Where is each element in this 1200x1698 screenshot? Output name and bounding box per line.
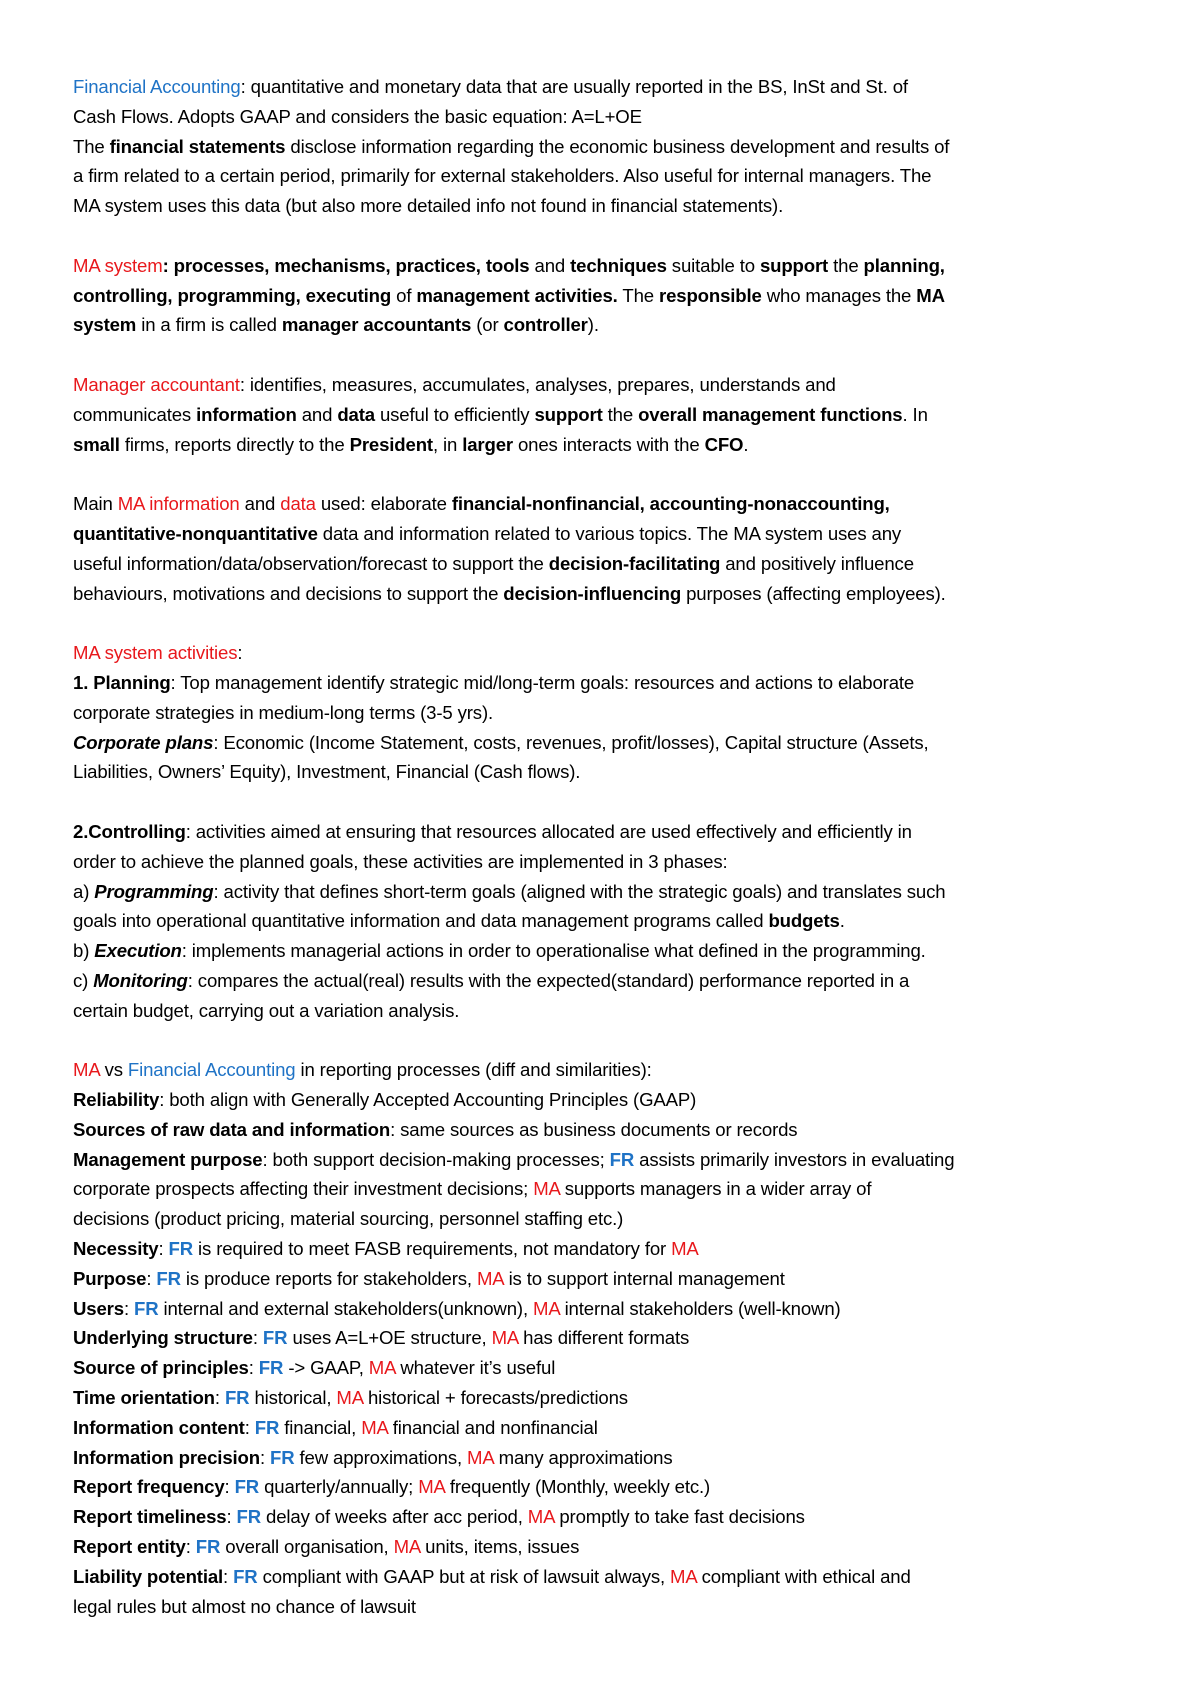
text-run: Liability potential — [73, 1565, 224, 1587]
text-run: has different formats — [518, 1327, 690, 1349]
text-run: ones interacts with the — [512, 433, 705, 455]
text-run: MA — [916, 284, 945, 306]
text-line — [73, 877, 1183, 907]
text-run: Financial Accounting — [73, 76, 241, 97]
text-run: Report timeliness — [73, 1506, 227, 1528]
text-run: compliant with ethical and — [696, 1565, 911, 1587]
text-run: who manages the — [761, 284, 917, 306]
text-run: (or — [471, 314, 504, 336]
text-run: overall organisation, — [220, 1536, 394, 1558]
text-run: manager accountants — [281, 314, 472, 336]
text-line — [73, 281, 1183, 311]
text-run: : — [146, 1267, 157, 1289]
text-run: Report entity — [73, 1536, 186, 1558]
text-run: order to achieve the planned goals, these activities are implemented in 3 phases: — [73, 850, 728, 872]
text-run: Financial Accounting — [127, 1059, 296, 1081]
text-run: FR — [262, 1327, 288, 1349]
text-run: MA — [361, 1416, 388, 1438]
text-line — [73, 966, 1183, 996]
text-run: Users — [73, 1297, 124, 1319]
text-run: controlling, programming, executing — [73, 284, 392, 306]
text-run: : same sources as business documents or records — [390, 1118, 798, 1140]
text-run: disclose information regarding the economic business development and results of — [285, 135, 950, 157]
text-run: Necessity — [73, 1238, 159, 1260]
text-run: the — [828, 254, 864, 276]
text-run: MA — [670, 1565, 697, 1587]
text-run: FR — [236, 1506, 262, 1528]
text-run: MA information — [117, 493, 240, 515]
text-line — [73, 191, 1183, 221]
text-line — [73, 579, 1183, 609]
text-run: delay of weeks after acc period, — [261, 1506, 528, 1528]
text-run: useful to efficiently — [374, 403, 535, 425]
text-run: Source of principles — [73, 1357, 249, 1379]
text-run: is required to meet FASB requirements, not mandatory for — [193, 1238, 672, 1260]
text-run: data and information related to various topics. The MA system uses any — [317, 522, 902, 544]
text-run: : both align with Generally Accepted Accounting Principles (GAAP) — [159, 1089, 697, 1111]
text-run: Information content — [73, 1416, 245, 1438]
text-run: data — [337, 403, 375, 425]
text-run: Liabilities, Owners’ Equity), Investment, Financial (Cash flows). — [73, 761, 581, 783]
text-run: MA — [467, 1446, 494, 1468]
text-run: larger — [462, 433, 513, 455]
paragraph-spacer — [73, 608, 1183, 638]
text-run: system — [73, 314, 137, 336]
text-line — [73, 906, 1183, 936]
text-run: small — [73, 433, 120, 455]
text-run: Monitoring — [93, 969, 188, 991]
text-run: Management purpose — [73, 1148, 263, 1170]
text-run: Cash Flows. Adopts GAAP and considers the basic equation: A=L+OE — [73, 105, 642, 127]
text-run: MA — [491, 1327, 519, 1349]
text-run: FR — [233, 1565, 258, 1587]
text-line — [73, 698, 1183, 728]
text-run: : both support decision-making processes; — [262, 1148, 610, 1170]
text-run: FR — [168, 1238, 194, 1260]
text-line — [73, 1174, 1183, 1204]
text-run: Information precision — [73, 1446, 260, 1468]
text-line — [73, 1443, 1183, 1473]
text-run: and — [296, 403, 338, 425]
text-run: : — [252, 1327, 263, 1349]
text-run: the — [602, 403, 639, 425]
text-run: : — [226, 1506, 237, 1528]
text-run: MA — [527, 1506, 555, 1528]
text-run: c) — [73, 969, 94, 991]
text-line — [73, 1413, 1183, 1443]
text-run: The — [617, 284, 659, 306]
text-line — [73, 1532, 1183, 1562]
text-line — [73, 728, 1183, 758]
text-run: support — [534, 403, 603, 425]
text-run: Main — [73, 493, 118, 515]
text-run: MA system activities — [73, 642, 238, 664]
text-run: MA — [393, 1536, 421, 1558]
text-run: in reporting processes (diff and similarities): — [295, 1059, 652, 1081]
text-run: a) — [73, 880, 95, 902]
text-line — [73, 1472, 1183, 1502]
text-line — [73, 102, 1183, 132]
text-run: Time orientation — [73, 1387, 215, 1409]
ma-system-section — [73, 251, 1183, 340]
text-run: internal and external stakeholders(unknown), — [158, 1297, 533, 1319]
text-run: Underlying structure — [73, 1327, 253, 1349]
paragraph-spacer — [73, 340, 1183, 370]
text-run: . In — [902, 403, 928, 425]
text-run: : — [248, 1357, 259, 1379]
text-run: in a firm is called — [136, 314, 282, 336]
text-run: controller — [503, 314, 588, 336]
text-run: suitable to — [666, 254, 760, 276]
text-line — [73, 489, 1183, 519]
text-run: historical, — [249, 1387, 337, 1409]
text-run: : — [223, 1565, 234, 1587]
text-line — [73, 132, 1183, 162]
text-run: many approximations — [493, 1446, 673, 1468]
text-run: responsible — [658, 284, 762, 306]
text-run: overall management functions — [638, 403, 903, 425]
text-line — [73, 1234, 1183, 1264]
text-run: techniques — [570, 254, 667, 276]
text-run: President — [349, 433, 433, 455]
text-run: Corporate plans — [73, 731, 214, 753]
text-run: Reliability — [73, 1089, 160, 1111]
text-run: quantitative-nonquantitative — [73, 522, 318, 544]
text-run: Execution — [94, 940, 182, 962]
text-run: Purpose — [73, 1267, 147, 1289]
text-run: Programming — [94, 880, 214, 902]
text-run: : implements managerial actions in order to operationalise what defined in the programming. — [181, 940, 926, 962]
text-run: FR — [269, 1446, 295, 1468]
text-run: financial, — [279, 1416, 362, 1438]
text-run: MA system uses this data (but also more detailed info not found in financial statements). — [73, 195, 784, 217]
text-run: uses A=L+OE structure, — [287, 1327, 492, 1349]
text-run: MA — [476, 1267, 504, 1289]
text-run: Manager accountant — [73, 373, 240, 395]
text-line — [73, 1145, 1183, 1175]
text-run: Report frequency — [73, 1476, 225, 1498]
manager-accountant-section — [73, 370, 1183, 459]
text-line — [73, 1353, 1183, 1383]
text-run: and — [239, 493, 281, 515]
text-run: MA — [73, 1059, 100, 1081]
text-run: decisions (product pricing, material sourcing, personnel staffing etc.) — [73, 1208, 624, 1230]
text-run: FR — [254, 1416, 280, 1438]
paragraph-spacer — [73, 1026, 1183, 1056]
text-run: MA — [336, 1387, 363, 1409]
text-line — [73, 251, 1183, 281]
text-line — [73, 310, 1183, 340]
text-run: whatever it’s useful — [395, 1357, 556, 1379]
text-run: and — [529, 254, 571, 276]
text-run: : — [259, 1446, 270, 1468]
text-run: corporate strategies in medium-long terms (3-5 yrs). — [73, 701, 494, 723]
text-run: : — [158, 1238, 169, 1260]
text-run: financial and nonfinancial — [387, 1416, 598, 1438]
text-run: The — [73, 135, 110, 157]
text-run: budgets — [768, 910, 840, 932]
text-run: planning, — [863, 254, 945, 276]
text-run: and positively influence — [720, 552, 914, 574]
text-run: decision-influencing — [503, 582, 682, 604]
text-line — [73, 757, 1183, 787]
text-line — [73, 817, 1183, 847]
text-line — [73, 1562, 1183, 1592]
paragraph-spacer — [73, 787, 1183, 817]
text-run: : — [214, 1387, 225, 1409]
text-run: : identifies, measures, accumulates, analyses, prepares, understands and — [239, 373, 836, 395]
text-run: certain budget, carrying out a variation analysis. — [73, 999, 460, 1021]
text-line — [73, 1085, 1183, 1115]
text-run: b) — [73, 940, 95, 962]
text-run: a firm related to a certain period, primarily for external stakeholders. Also useful for internal managers. The — [73, 165, 932, 187]
text-run: FR — [234, 1476, 260, 1498]
text-run: FR — [224, 1387, 250, 1409]
text-line — [73, 370, 1183, 400]
text-line — [73, 1502, 1183, 1532]
text-line — [73, 72, 1183, 102]
text-run: MA — [418, 1476, 445, 1498]
text-run: used: elaborate — [315, 493, 452, 515]
text-run: : — [224, 1476, 235, 1498]
text-run: decision-facilitating — [548, 552, 721, 574]
text-line — [73, 1204, 1183, 1234]
text-run: MA — [532, 1297, 560, 1319]
text-line — [73, 1592, 1183, 1622]
text-run: FR — [258, 1357, 284, 1379]
text-line — [73, 549, 1183, 579]
controlling-section — [73, 817, 1183, 1026]
text-run: FR — [156, 1267, 181, 1289]
text-run: 1. Planning — [73, 671, 171, 693]
text-run: useful information/data/observation/forecast to support the — [73, 552, 549, 574]
text-run: financial-nonfinancial, accounting-nonaccounting, — [451, 493, 890, 515]
text-line — [73, 936, 1183, 966]
text-run: few approximations, — [294, 1446, 468, 1468]
text-run: information — [196, 403, 297, 425]
text-run: : — [123, 1297, 134, 1319]
text-run: is produce reports for stakeholders, — [180, 1267, 477, 1289]
text-run: : Top management identify strategic mid/long-term goals: resources and actions to elaborate — [170, 671, 915, 693]
text-run: : quantitative and monetary data that are usually reported in the BS, InSt and St. of — [240, 76, 908, 97]
text-line — [73, 1383, 1183, 1413]
text-run: quarterly/annually; — [259, 1476, 419, 1498]
text-run: promptly to take fast decisions — [554, 1506, 805, 1528]
text-run: FR — [133, 1297, 159, 1319]
text-run: : — [237, 642, 243, 664]
text-run: FR — [195, 1536, 221, 1558]
text-run: ). — [587, 314, 599, 336]
text-run: data — [280, 493, 316, 515]
text-run: MA — [368, 1357, 396, 1379]
paragraph-spacer — [73, 221, 1183, 251]
text-line — [73, 1323, 1183, 1353]
text-run: -> GAAP, — [283, 1357, 369, 1379]
text-run: financial statements — [109, 135, 286, 157]
document-body — [73, 72, 1183, 1621]
text-line — [73, 847, 1183, 877]
text-run: internal stakeholders (well-known) — [559, 1297, 841, 1319]
text-run: : processes, mechanisms, practices, tools — [162, 254, 530, 276]
text-run: goals into operational quantitative information and data management programs called — [73, 910, 769, 932]
text-run: Sources of raw data and information — [73, 1118, 391, 1140]
text-run: corporate prospects affecting their investment decisions; — [73, 1178, 534, 1200]
ma-vs-fa-section — [73, 1055, 1183, 1621]
text-run: communicates — [73, 403, 197, 425]
text-run: MA — [671, 1238, 699, 1260]
text-run: assists primarily investors in evaluating — [634, 1148, 955, 1170]
text-run: , in — [432, 433, 463, 455]
text-run: supports managers in a wider array of — [559, 1178, 872, 1200]
text-line — [73, 430, 1183, 460]
text-run: of — [391, 284, 417, 306]
text-run: FR — [609, 1148, 635, 1170]
text-run: : activities aimed at ensuring that resources allocated are used effectively and efficiently in — [185, 820, 912, 842]
text-line — [73, 1294, 1183, 1324]
text-line — [73, 1115, 1183, 1145]
text-line — [73, 161, 1183, 191]
text-line — [73, 1055, 1183, 1085]
text-run: purposes (affecting employees). — [681, 582, 946, 604]
text-run: historical + forecasts/predictions — [362, 1387, 628, 1409]
text-run: compliant with GAAP but at risk of lawsuit always, — [257, 1565, 671, 1587]
text-run: vs — [99, 1059, 128, 1081]
text-line — [73, 996, 1183, 1026]
text-line — [73, 638, 1183, 668]
text-run: frequently (Monthly, weekly etc.) — [444, 1476, 711, 1498]
text-run: : — [244, 1416, 255, 1438]
text-line — [73, 519, 1183, 549]
text-run: : compares the actual(real) results with the expected(standard) performance reported in a — [187, 969, 910, 991]
text-run: support — [759, 254, 829, 276]
paragraph-spacer — [73, 459, 1183, 489]
text-run: behaviours, motivations and decisions to support the — [73, 582, 504, 604]
text-run: CFO — [704, 433, 744, 455]
text-run: : Economic (Income Statement, costs, revenues, profit/losses), Capital structure (Assets, — [213, 731, 929, 753]
financial-accounting-section — [73, 72, 1183, 221]
text-run: legal rules but almost no chance of lawsuit — [73, 1595, 416, 1617]
text-line — [73, 1264, 1183, 1294]
text-line — [73, 400, 1183, 430]
text-run: MA system — [73, 254, 163, 276]
text-run: : activity that defines short-term goals (aligned with the strategic goals) and translates such — [213, 880, 946, 902]
ma-information-section — [73, 489, 1183, 608]
text-run: is to support internal management — [503, 1267, 785, 1289]
text-run: management activities. — [416, 284, 618, 306]
text-line — [73, 668, 1183, 698]
text-run: : — [185, 1536, 196, 1558]
text-run: 2.Controlling — [73, 820, 186, 842]
text-run: firms, reports directly to the — [119, 433, 350, 455]
ma-activities-planning-section — [73, 638, 1183, 787]
text-run: . — [839, 910, 845, 932]
text-run: MA — [533, 1178, 560, 1200]
text-run: . — [743, 433, 749, 455]
text-run: units, items, issues — [420, 1536, 580, 1558]
